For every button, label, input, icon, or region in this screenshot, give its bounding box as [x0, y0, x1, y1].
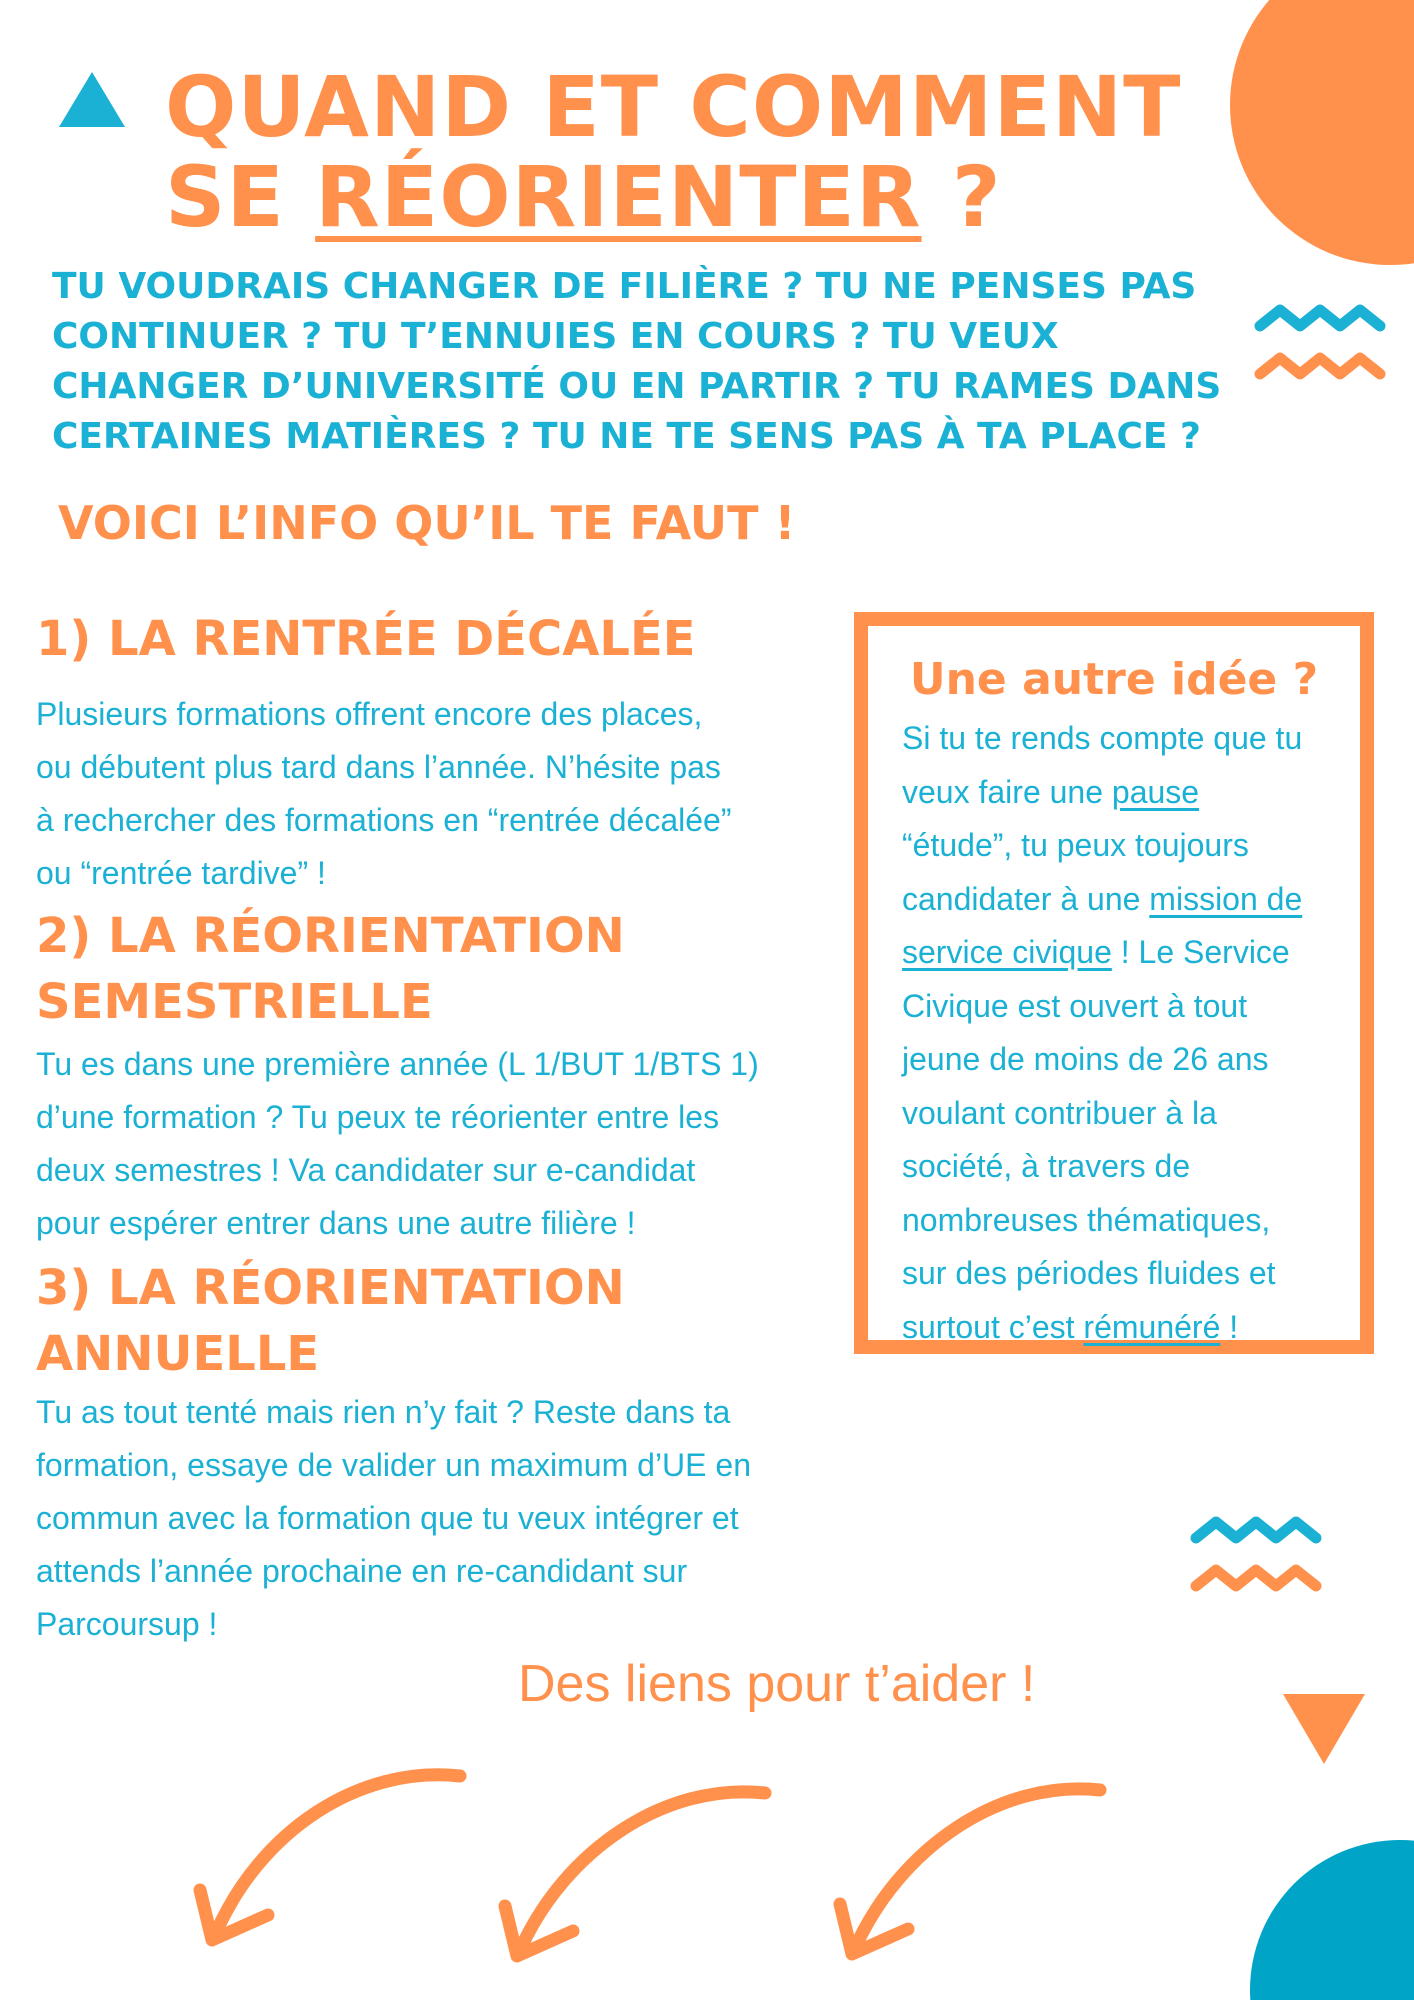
heading-line: ANNUELLE [36, 1326, 320, 1382]
title-suffix: ? [921, 148, 1002, 246]
box-line: société, à travers de [902, 1148, 1191, 1184]
intro-questions [52, 262, 1252, 462]
text-line: d’une formation ? Tu peux te réorienter entre les [36, 1099, 720, 1135]
text-line: ou “rentrée tardive” ! [36, 855, 326, 891]
intro-line: CERTAINES MATIÈRES ? TU NE TE SENS PAS À TA PLACE ? [52, 416, 1201, 457]
triangle-up-icon [59, 72, 125, 127]
text-line: Tu es dans une première année (L 1/BUT 1/BTS 1) [36, 1046, 759, 1082]
voici-heading: VOICI L’INFO QU’IL TE FAUT ! [58, 496, 796, 550]
title-prefix: SE [165, 148, 316, 246]
zigzag-icon [1260, 358, 1380, 374]
intro-line: CONTINUER ? TU T’ENNUIES EN COURS ? TU VEUX [52, 316, 1059, 357]
box-line [902, 926, 1344, 980]
box-line: nombreuses thématiques, [902, 1201, 1271, 1238]
text-line: attends l’année prochaine en re-candidant sur [36, 1553, 688, 1589]
box-line: Si tu te rends compte que tu [902, 720, 1303, 756]
service-civique-link[interactable]: service civique [902, 934, 1112, 970]
box-line: “étude”, tu peux toujours [902, 827, 1249, 863]
box-text-span: candidater à une [902, 880, 1150, 917]
box-text-span: ! Le Service [1111, 934, 1290, 970]
section-1-text [36, 688, 866, 900]
text-line: Plusieurs formations offrent encore des places, [36, 696, 703, 732]
box-line: sur des périodes fluides et [902, 1255, 1276, 1291]
box-line: voulant contribuer à la [902, 1094, 1217, 1131]
heading-line: SEMESTRIELLE [36, 974, 433, 1030]
box-line [902, 873, 1344, 927]
box-line: jeune de moins de 26 ans [902, 1041, 1269, 1077]
heading-line: 2) LA RÉORIENTATION [36, 908, 625, 964]
pause-link[interactable]: pause [1111, 773, 1200, 810]
service-civique-link[interactable]: mission de [1149, 880, 1303, 917]
text-line: deux semestres ! Va candidater sur e-candidat [36, 1152, 696, 1188]
intro-line: TU VOUDRAIS CHANGER DE FILIÈRE ? TU NE PENSES PAS [52, 266, 1197, 307]
links-heading: Des liens pour t’aider ! [518, 1655, 1036, 1713]
box-title: Une autre idée ? [909, 654, 1319, 705]
zigzag-icon [1196, 1570, 1316, 1586]
title-line-1: QUAND ET COMMENT [165, 58, 1182, 156]
text-line: Tu as tout tenté mais rien n’y fait ? Reste dans ta [36, 1394, 731, 1430]
box-line [902, 766, 1344, 820]
another-idea-box [854, 612, 1374, 1354]
arrow-curved-icon [840, 1789, 1100, 1954]
zigzag-icon [1260, 310, 1380, 326]
box-text [902, 712, 1344, 1354]
box-line: Civique est ouvert à tout [902, 987, 1248, 1024]
text-line: commun avec la formation que tu veux intégrer et [36, 1500, 739, 1536]
box-line [902, 1301, 1344, 1355]
box-text-span: ! [1220, 1308, 1239, 1345]
page-title [165, 58, 1182, 246]
section-2-text [36, 1038, 866, 1250]
text-line: formation, essaye de valider un maximum d’UE en [36, 1447, 751, 1483]
intro-line: CHANGER D’UNIVERSITÉ OU EN PARTIR ? TU RAMES DANS [52, 366, 1222, 407]
box-text-span: surtout c’est [902, 1308, 1084, 1345]
section-1-heading: 1) LA RENTRÉE DÉCALÉE [36, 611, 696, 667]
section-3-heading [36, 1255, 856, 1387]
text-line: Parcoursup ! [36, 1606, 218, 1642]
heading-line: 3) LA RÉORIENTATION [36, 1260, 625, 1316]
zigzag-icon [1196, 1522, 1316, 1538]
title-line-2 [165, 148, 1181, 246]
text-line: pour espérer entrer dans une autre filière ! [36, 1205, 636, 1241]
arrow-curved-icon [505, 1792, 765, 1956]
remunere-link[interactable]: rémunéré [1083, 1308, 1221, 1345]
title-underlined-word: RÉORIENTER [315, 148, 922, 246]
cyan-circle-decoration [1250, 1840, 1414, 2000]
text-line: ou débutent plus tard dans l’année. N’hésite pas [36, 749, 721, 785]
box-text-span: veux faire une [902, 773, 1112, 810]
triangle-down-icon [1283, 1694, 1365, 1764]
arrow-curved-icon [200, 1775, 460, 1940]
section-2-heading [36, 903, 856, 1035]
text-line: à rechercher des formations en “rentrée décalée” [36, 802, 732, 838]
section-3-text [36, 1386, 866, 1651]
orange-circle-decoration [1230, 0, 1414, 265]
